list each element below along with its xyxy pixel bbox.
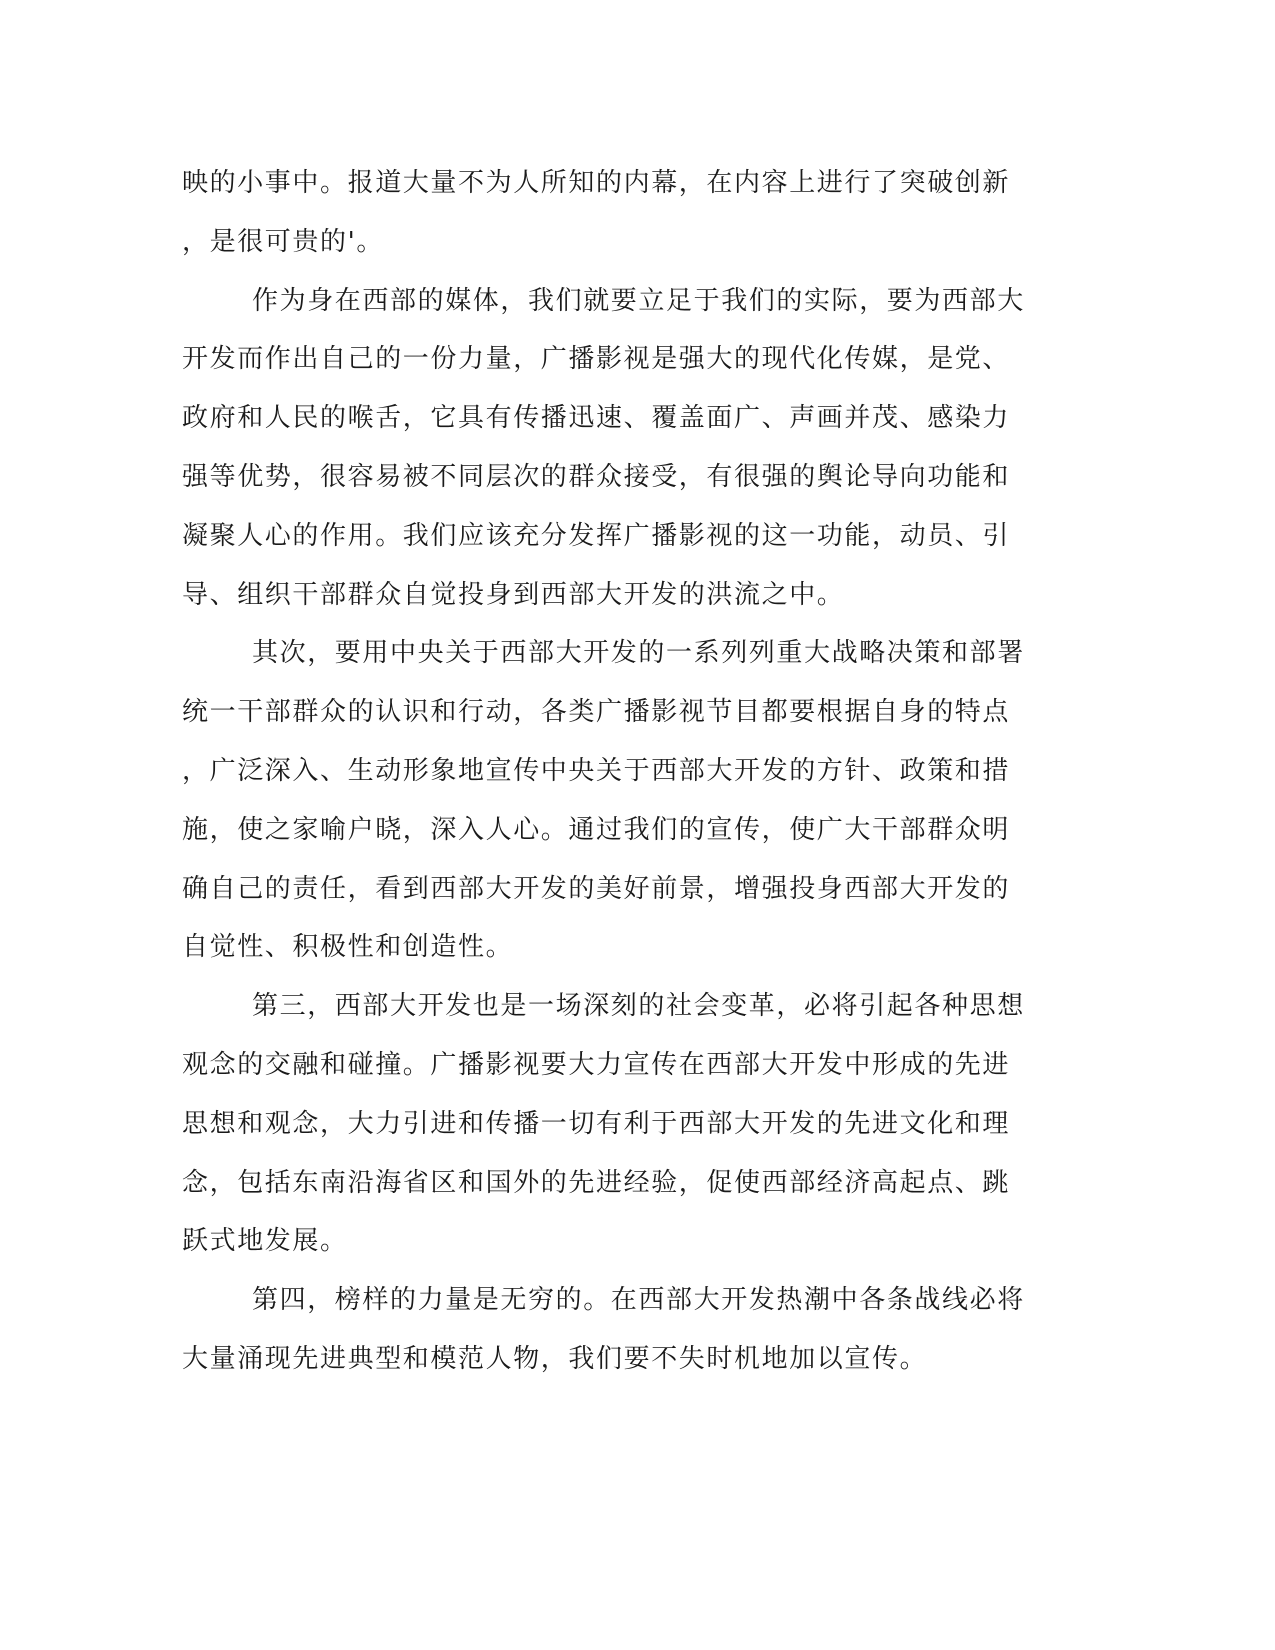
document-page (182, 154, 1042, 1389)
text-line: ，广泛深入、生动形象地宣传中央关于西部大开发的方针、政策和措 (182, 755, 1011, 786)
text-line: 导、组织干部群众自觉投身到西部大开发的洪流之中。 (182, 579, 845, 610)
text-line: 映的小事中。报道大量不为人所知的内幕，在内容上进行了突破创新 (182, 168, 1011, 198)
text-line: 大量涌现先进典型和模范人物，我们要不失时机地加以宣传。 (182, 1343, 928, 1374)
text-line: ，是很可贵的'。 (182, 226, 384, 257)
text-line: 凝聚人心的作用。我们应该充分发挥广播影视的这一功能，动员、引 (182, 520, 1011, 551)
text-line: 确自己的责任，看到西部大开发的美好前景，增强投身西部大开发的 (182, 873, 1011, 904)
text-line: 开发而作出自己的一份力量，广播影视是强大的现代化传媒，是党、 (182, 344, 1011, 375)
text-line: 政府和人民的喉舌，它具有传播迅速、覆盖面广、声画并茂、感染力 (182, 403, 1011, 434)
paragraph-first-line: 第三，西部大开发也是一场深刻的社会变革，必将引起各种思想 (252, 991, 1025, 1022)
text-line: 跃式地发展。 (182, 1226, 348, 1257)
text-line: 强等优势，很容易被不同层次的群众接受，有很强的舆论导向功能和 (182, 461, 1011, 492)
text-line: 自觉性、积极性和创造性。 (182, 932, 514, 963)
paragraph-first-line: 其次，要用中央关于西部大开发的一系列列重大战略决策和部署 (252, 638, 1025, 669)
text-line: 念，包括东南沿海省区和国外的先进经验，促使西部经济高起点、跳 (182, 1167, 1011, 1198)
text-line: 观念的交融和碰撞。广播影视要大力宣传在西部大开发中形成的先进 (182, 1049, 1011, 1080)
text-line: 思想和观念，大力引进和传播一切有利于西部大开发的先进文化和理 (182, 1108, 1011, 1139)
paragraph-first-line: 作为身在西部的媒体，我们就要立足于我们的实际，要为西部大 (252, 285, 1025, 316)
text-line: 施，使之家喻户晓，深入人心。通过我们的宣传，使广大干部群众明 (182, 814, 1011, 845)
paragraph-first-line: 第四，榜样的力量是无穷的。在西部大开发热潮中各条战线必将 (252, 1285, 1025, 1316)
text-line: 统一干部群众的认识和行动，各类广播影视节目都要根据自身的特点 (182, 697, 1011, 728)
